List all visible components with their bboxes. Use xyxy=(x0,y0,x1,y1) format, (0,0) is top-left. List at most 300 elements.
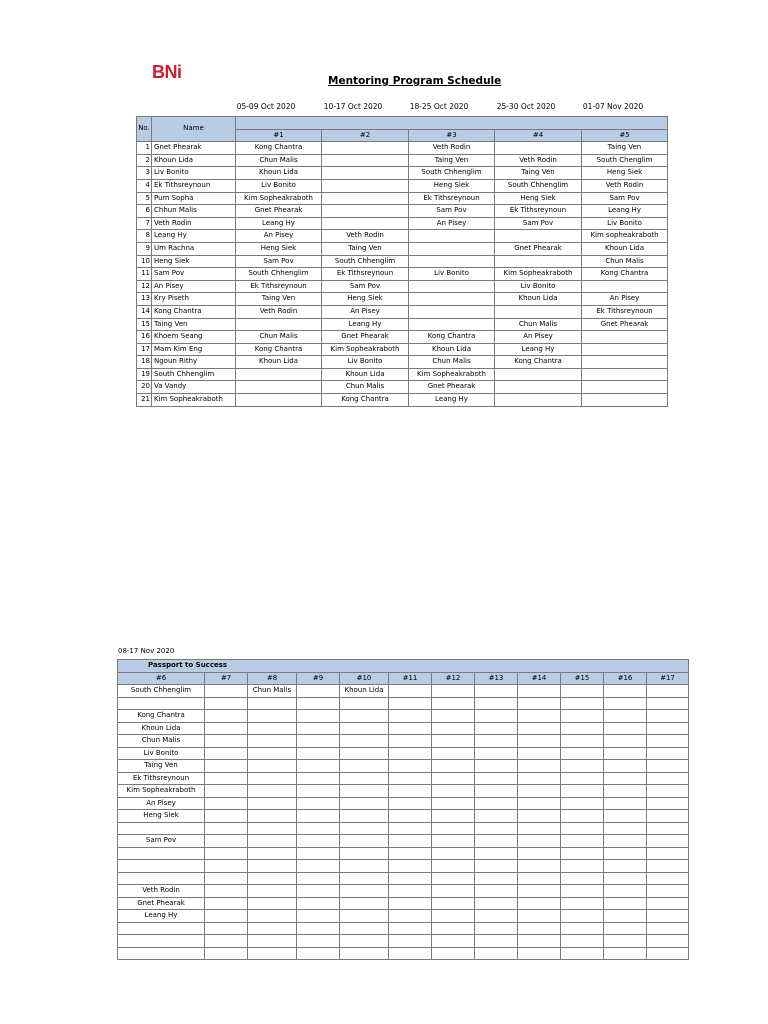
session-header: #13 xyxy=(475,672,518,685)
mentor-cell xyxy=(518,947,561,960)
mentor-cell xyxy=(518,722,561,735)
mentor-cell: Liv Bonito xyxy=(236,179,322,192)
mentor-cell xyxy=(604,735,647,748)
mentor-cell xyxy=(409,293,495,306)
mentor-cell: Kong Chantra xyxy=(236,142,322,155)
mentor-cell: Veth Rodin xyxy=(495,154,582,167)
session-header: #17 xyxy=(647,672,689,685)
session-header-row xyxy=(118,672,689,685)
mentor-cell: Gnet Phearak xyxy=(582,318,668,331)
mentor-cell xyxy=(432,822,475,835)
mentor-cell xyxy=(475,710,518,723)
mentor-cell xyxy=(495,255,582,268)
mentor-cell: Khoun Lida xyxy=(118,722,205,735)
mentor-cell xyxy=(561,697,604,710)
mentor-cell xyxy=(647,860,689,873)
mentor-cell: Heng Siek xyxy=(236,242,322,255)
mentor-cell xyxy=(205,735,248,748)
mentor-cell xyxy=(236,318,322,331)
mentor-cell xyxy=(340,872,389,885)
mentor-cell xyxy=(475,735,518,748)
mentor-cell xyxy=(389,885,432,898)
mentor-cell xyxy=(475,847,518,860)
mentor-cell xyxy=(475,697,518,710)
header-spacer xyxy=(236,117,668,130)
mentor-cell: An Pisey xyxy=(322,305,409,318)
session-header: #9 xyxy=(297,672,340,685)
mentor-cell xyxy=(248,772,297,785)
member-name: Khoun Lida xyxy=(152,154,236,167)
mentor-cell xyxy=(432,797,475,810)
mentor-cell: Khoun Lida xyxy=(582,242,668,255)
passport-banner: Passport to Success xyxy=(118,660,689,673)
date-range: 05-09 Oct 2020 xyxy=(236,102,296,111)
mentor-cell xyxy=(432,847,475,860)
mentor-cell xyxy=(647,772,689,785)
mentor-cell xyxy=(647,697,689,710)
mentor-cell xyxy=(604,922,647,935)
mentor-cell: Khoun Lida xyxy=(495,293,582,306)
mentor-cell xyxy=(389,922,432,935)
row-number: 15 xyxy=(137,318,152,331)
mentor-cell xyxy=(604,935,647,948)
mentor-cell xyxy=(389,835,432,848)
mentor-cell: Veth Rodin xyxy=(322,230,409,243)
row-number: 10 xyxy=(137,255,152,268)
mentor-cell xyxy=(647,835,689,848)
mentor-cell xyxy=(322,217,409,230)
session-header: #2 xyxy=(322,129,409,142)
session-header: #16 xyxy=(604,672,647,685)
table-row xyxy=(137,167,668,180)
mentor-cell xyxy=(340,797,389,810)
mentor-cell xyxy=(340,935,389,948)
mentor-cell xyxy=(604,797,647,810)
mentor-cell: Liv Bonito xyxy=(582,217,668,230)
mentor-cell: Khoun Lida xyxy=(236,356,322,369)
mentor-cell xyxy=(297,897,340,910)
table-row xyxy=(137,154,668,167)
member-name: Taing Ven xyxy=(152,318,236,331)
mentor-cell: Leang Hy xyxy=(409,394,495,407)
mentor-cell xyxy=(475,947,518,960)
row-number: 21 xyxy=(137,394,152,407)
row-number: 12 xyxy=(137,280,152,293)
mentor-cell xyxy=(432,860,475,873)
mentor-cell xyxy=(389,710,432,723)
mentor-cell xyxy=(297,735,340,748)
mentor-cell xyxy=(297,822,340,835)
member-name: Leang Hy xyxy=(152,230,236,243)
mentor-cell xyxy=(561,822,604,835)
mentor-cell xyxy=(297,772,340,785)
mentor-cell xyxy=(340,810,389,823)
row-number: 8 xyxy=(137,230,152,243)
mentor-cell xyxy=(582,368,668,381)
mentor-cell xyxy=(297,910,340,923)
mentor-cell xyxy=(340,710,389,723)
mentor-cell xyxy=(604,710,647,723)
mentor-cell xyxy=(518,847,561,860)
mentor-cell: Sam Pov xyxy=(322,280,409,293)
mentor-cell xyxy=(561,860,604,873)
session-header: #11 xyxy=(389,672,432,685)
row-number: 5 xyxy=(137,192,152,205)
row-number: 3 xyxy=(137,167,152,180)
member-name: Khoem Seang xyxy=(152,331,236,344)
mentor-cell xyxy=(297,760,340,773)
mentor-cell: Chun Malis xyxy=(409,356,495,369)
mentor-cell xyxy=(205,947,248,960)
mentor-cell xyxy=(248,760,297,773)
mentor-cell xyxy=(432,947,475,960)
mentor-cell: Chun Malis xyxy=(495,318,582,331)
mentor-cell xyxy=(604,822,647,835)
mentor-cell xyxy=(518,772,561,785)
mentor-cell xyxy=(389,722,432,735)
mentor-cell: Ek Tithsreynoun xyxy=(322,268,409,281)
table-row xyxy=(137,242,668,255)
member-name: Pum Sopha xyxy=(152,192,236,205)
mentor-cell: Chun Malis xyxy=(236,331,322,344)
table-row xyxy=(118,835,689,848)
session-header: #1 xyxy=(236,129,322,142)
member-name: Liv Bonito xyxy=(152,167,236,180)
mentor-cell xyxy=(389,772,432,785)
mentor-cell xyxy=(604,860,647,873)
table-row xyxy=(137,280,668,293)
date-range: 18-25 Oct 2020 xyxy=(409,102,469,111)
mentor-cell xyxy=(432,922,475,935)
mentor-cell xyxy=(236,394,322,407)
mentor-cell xyxy=(118,822,205,835)
mentor-cell: Leang Hy xyxy=(118,910,205,923)
column-header-no: No. xyxy=(137,117,152,142)
member-name: Kry Piseth xyxy=(152,293,236,306)
mentor-cell xyxy=(389,685,432,698)
member-name: Heng Siek xyxy=(152,255,236,268)
mentor-cell xyxy=(495,142,582,155)
mentor-cell xyxy=(604,872,647,885)
table-row xyxy=(137,217,668,230)
mentor-cell xyxy=(432,935,475,948)
mentor-cell xyxy=(561,760,604,773)
mentor-cell xyxy=(389,847,432,860)
member-name: Chhun Malis xyxy=(152,205,236,218)
mentor-cell xyxy=(561,772,604,785)
mentor-cell: Kong Chantra xyxy=(582,268,668,281)
member-name: Veth Rodin xyxy=(152,217,236,230)
mentor-cell: Heng Siek xyxy=(582,167,668,180)
mentor-cell xyxy=(236,368,322,381)
session-header: #10 xyxy=(340,672,389,685)
table-row xyxy=(137,293,668,306)
mentor-cell xyxy=(322,192,409,205)
row-number: 13 xyxy=(137,293,152,306)
mentor-cell xyxy=(340,885,389,898)
mentor-cell: Taing Ven xyxy=(582,142,668,155)
row-number: 18 xyxy=(137,356,152,369)
mentor-cell xyxy=(432,810,475,823)
table-row xyxy=(118,810,689,823)
row-number: 7 xyxy=(137,217,152,230)
mentor-cell xyxy=(495,381,582,394)
mentor-cell xyxy=(297,935,340,948)
table-row xyxy=(118,860,689,873)
mentor-cell xyxy=(518,835,561,848)
mentor-cell xyxy=(389,747,432,760)
table-row xyxy=(118,747,689,760)
mentor-cell xyxy=(604,760,647,773)
mentor-cell xyxy=(475,760,518,773)
table-row xyxy=(118,935,689,948)
row-number: 4 xyxy=(137,179,152,192)
mentor-cell xyxy=(475,872,518,885)
mentor-cell xyxy=(248,710,297,723)
mentor-cell xyxy=(248,885,297,898)
table-row xyxy=(137,268,668,281)
mentor-cell xyxy=(518,922,561,935)
page-title: Mentoring Program Schedule xyxy=(328,75,502,87)
table-row xyxy=(137,142,668,155)
table-row xyxy=(137,255,668,268)
mentor-cell: Sam Pov xyxy=(495,217,582,230)
mentor-cell xyxy=(297,872,340,885)
mentor-cell xyxy=(604,772,647,785)
mentor-cell xyxy=(248,860,297,873)
session-header: #5 xyxy=(582,129,668,142)
mentor-cell xyxy=(647,810,689,823)
mentor-cell: South Chhenglim xyxy=(409,167,495,180)
table-row xyxy=(118,710,689,723)
table-row xyxy=(118,885,689,898)
mentor-cell xyxy=(297,810,340,823)
mentor-cell xyxy=(248,735,297,748)
table-row xyxy=(118,947,689,960)
mentor-cell: Heng Siek xyxy=(409,179,495,192)
mentor-cell: Taing Ven xyxy=(236,293,322,306)
mentor-cell xyxy=(561,710,604,723)
mentor-cell xyxy=(604,785,647,798)
mentor-cell xyxy=(432,910,475,923)
mentor-cell: Veth Rodin xyxy=(409,142,495,155)
mentor-cell: Kong Chantra xyxy=(236,343,322,356)
mentor-cell xyxy=(475,685,518,698)
mentor-cell xyxy=(389,735,432,748)
mentor-cell: Leang Hy xyxy=(236,217,322,230)
mentor-cell xyxy=(475,722,518,735)
mentor-cell xyxy=(561,747,604,760)
mentor-cell xyxy=(389,797,432,810)
mentor-cell xyxy=(118,847,205,860)
mentor-cell xyxy=(518,697,561,710)
mentor-cell xyxy=(604,897,647,910)
mentor-cell xyxy=(475,772,518,785)
mentor-cell xyxy=(340,860,389,873)
mentor-cell xyxy=(297,797,340,810)
mentor-cell: Gnet Phearak xyxy=(322,331,409,344)
mentor-cell xyxy=(432,872,475,885)
mentor-cell xyxy=(475,810,518,823)
session-header: #4 xyxy=(495,129,582,142)
mentor-cell xyxy=(340,772,389,785)
mentor-cell xyxy=(248,910,297,923)
table-row xyxy=(137,368,668,381)
mentor-cell xyxy=(561,685,604,698)
member-name: Mam Kim Eng xyxy=(152,343,236,356)
mentor-cell xyxy=(340,847,389,860)
mentor-cell: Gnet Phearak xyxy=(495,242,582,255)
mentor-cell: Khoun Lida xyxy=(236,167,322,180)
mentor-cell xyxy=(322,142,409,155)
mentor-cell xyxy=(432,885,475,898)
mentor-cell: Chun Malis xyxy=(118,735,205,748)
mentor-cell xyxy=(647,897,689,910)
table-row xyxy=(137,331,668,344)
mentor-cell: Taing Ven xyxy=(409,154,495,167)
table-row xyxy=(118,735,689,748)
table-row xyxy=(137,205,668,218)
mentor-cell xyxy=(248,797,297,810)
date-ranges xyxy=(0,102,768,116)
mentor-cell xyxy=(604,747,647,760)
mentor-cell xyxy=(248,897,297,910)
mentor-cell: Chun Malis xyxy=(236,154,322,167)
mentor-cell: Gnet Phearak xyxy=(409,381,495,394)
mentor-cell xyxy=(297,710,340,723)
member-name: Um Rachna xyxy=(152,242,236,255)
mentor-cell: Sam Pov xyxy=(409,205,495,218)
mentor-cell xyxy=(475,822,518,835)
mentor-cell xyxy=(518,760,561,773)
mentor-cell xyxy=(518,885,561,898)
mentor-cell xyxy=(205,797,248,810)
mentor-cell xyxy=(475,860,518,873)
mentor-cell xyxy=(389,760,432,773)
row-number: 11 xyxy=(137,268,152,281)
mentor-cell: Kim sopheakraboth xyxy=(582,230,668,243)
table-row xyxy=(118,697,689,710)
mentor-cell: Kong Chantra xyxy=(118,710,205,723)
mentor-cell: An Pisey xyxy=(236,230,322,243)
session-date: 08-17 Nov 2020 xyxy=(118,647,175,655)
mentor-cell xyxy=(409,255,495,268)
member-name: Gnet Phearak xyxy=(152,142,236,155)
session-header: #14 xyxy=(518,672,561,685)
mentor-cell xyxy=(389,697,432,710)
mentor-cell: Gnet Phearak xyxy=(236,205,322,218)
mentor-cell xyxy=(118,947,205,960)
mentor-cell: An Pisey xyxy=(118,797,205,810)
mentor-cell xyxy=(205,772,248,785)
mentor-cell xyxy=(432,772,475,785)
mentor-cell xyxy=(475,797,518,810)
mentor-cell: Taing Ven xyxy=(495,167,582,180)
mentor-cell: Liv Bonito xyxy=(322,356,409,369)
mentor-cell xyxy=(432,785,475,798)
member-name: South Chhenglim xyxy=(152,368,236,381)
row-number: 2 xyxy=(137,154,152,167)
mentor-cell xyxy=(604,847,647,860)
mentor-cell: Leang Hy xyxy=(495,343,582,356)
mentor-cell: Kong Chantra xyxy=(495,356,582,369)
mentor-cell: Ek Tithsreynoun xyxy=(118,772,205,785)
mentor-cell xyxy=(647,822,689,835)
mentor-cell xyxy=(409,242,495,255)
mentor-cell xyxy=(248,947,297,960)
mentor-cell xyxy=(205,822,248,835)
mentor-cell xyxy=(561,947,604,960)
mentor-cell: Heng Siek xyxy=(118,810,205,823)
mentor-cell xyxy=(205,847,248,860)
mentor-cell xyxy=(604,885,647,898)
member-name: Kim Sopheakraboth xyxy=(152,394,236,407)
mentor-cell xyxy=(205,897,248,910)
mentor-cell: Liv Bonito xyxy=(409,268,495,281)
mentor-cell xyxy=(248,935,297,948)
mentor-cell xyxy=(647,760,689,773)
mentor-cell xyxy=(582,331,668,344)
table-row xyxy=(118,797,689,810)
mentor-cell: Liv Bonito xyxy=(118,747,205,760)
mentor-cell: Chun Malis xyxy=(582,255,668,268)
mentor-cell xyxy=(561,722,604,735)
mentor-cell: Sam Pov xyxy=(118,835,205,848)
table-row xyxy=(137,343,668,356)
row-number: 19 xyxy=(137,368,152,381)
mentor-cell xyxy=(340,910,389,923)
mentor-cell xyxy=(340,747,389,760)
mentor-cell xyxy=(389,910,432,923)
mentor-cell: Leang Hy xyxy=(582,205,668,218)
mentor-cell: Veth Rodin xyxy=(118,885,205,898)
mentor-cell xyxy=(518,747,561,760)
mentor-cell xyxy=(495,305,582,318)
mentor-cell xyxy=(561,785,604,798)
mentor-cell xyxy=(647,947,689,960)
mentor-cell xyxy=(582,280,668,293)
mentor-cell xyxy=(561,810,604,823)
mentor-cell xyxy=(518,735,561,748)
mentor-cell: Sam Pov xyxy=(582,192,668,205)
date-range: 25-30 Oct 2020 xyxy=(496,102,556,111)
mentor-cell xyxy=(518,797,561,810)
mentor-cell xyxy=(475,747,518,760)
mentor-cell xyxy=(248,722,297,735)
mentor-cell: Chun Malis xyxy=(322,381,409,394)
mentor-cell xyxy=(248,810,297,823)
mentor-cell xyxy=(340,947,389,960)
mentor-cell xyxy=(389,897,432,910)
mentor-cell xyxy=(118,860,205,873)
mentor-cell: Ek Tithsreynoun xyxy=(236,280,322,293)
mentor-cell xyxy=(432,747,475,760)
row-number: 14 xyxy=(137,305,152,318)
mentor-cell xyxy=(604,697,647,710)
mentor-cell xyxy=(118,922,205,935)
mentor-cell xyxy=(647,747,689,760)
bni-logo: BNi xyxy=(152,62,182,82)
mentor-cell xyxy=(518,872,561,885)
mentor-cell xyxy=(604,810,647,823)
table-row xyxy=(137,230,668,243)
mentor-cell xyxy=(475,935,518,948)
mentor-cell xyxy=(475,785,518,798)
table-row xyxy=(118,847,689,860)
mentor-cell xyxy=(432,722,475,735)
mentor-cell: South Chhenglim xyxy=(322,255,409,268)
mentor-cell xyxy=(389,810,432,823)
